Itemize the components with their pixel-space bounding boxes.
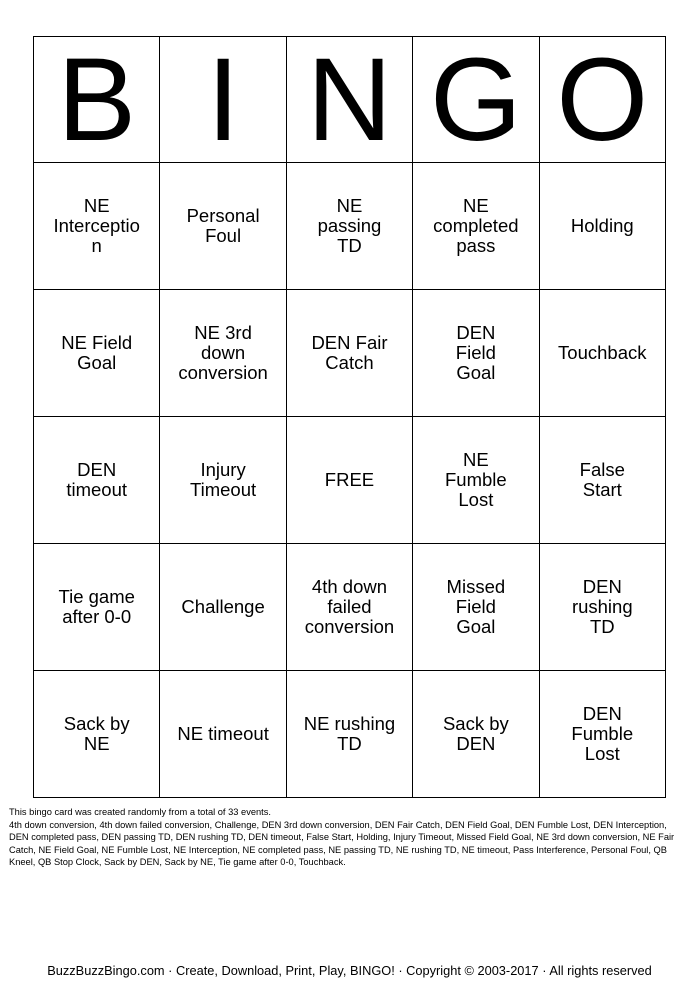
header-letter-b: B	[34, 37, 160, 163]
bingo-cell	[34, 671, 160, 798]
bingo-cell-text: Touchback	[558, 342, 647, 363]
bingo-cell	[34, 544, 160, 671]
bingo-cell-text: Missed Field Goal	[446, 576, 506, 637]
bingo-cell-text: NE completed pass	[433, 195, 519, 256]
bingo-cell-text: DEN Fumble Lost	[571, 703, 634, 764]
bingo-row	[34, 671, 666, 798]
bingo-cell-text: DEN rushing TD	[571, 576, 633, 637]
bingo-cell	[539, 671, 665, 798]
bingo-cell-text: NE rushing TD	[303, 713, 396, 754]
bingo-cell	[413, 290, 539, 417]
header-letter-g: G	[413, 37, 539, 163]
bingo-cell-text: 4th down failed conversion	[304, 576, 395, 637]
bingo-row	[34, 163, 666, 290]
bingo-cell-text: Challenge	[181, 596, 265, 617]
bingo-cell	[413, 544, 539, 671]
bingo-cell	[539, 163, 665, 290]
bingo-cell	[413, 163, 539, 290]
bingo-cell	[539, 290, 665, 417]
bingo-cell	[413, 417, 539, 544]
bingo-cell	[160, 417, 286, 544]
bingo-cell	[160, 163, 286, 290]
bingo-cell-text: NE Fumble Lost	[445, 449, 507, 510]
footnote-events-list: 4th down conversion, 4th down failed conversion, Challenge, DEN 3rd down conversion, DEN Fair Catch, DEN Field Goal, DEN Fumble Lost, DEN Interception, DEN completed pass, DEN passing TD, DEN rushing TD, DEN timeout, False Start, Holding, Injury Timeout, Missed Field Goal, NE 3rd down conversion, NE Fair Catch, NE Field Goal, NE Fumble Lost, NE Interception, NE completed pass, NE passing TD, NE rushing TD, NE timeout, Pass Interference, Personal Foul, QB Kneel, QB Stop Clock, Sack by DEN, Sack by NE, Tie game after 0-0, Touchback.	[9, 819, 675, 867]
bingo-cell	[539, 417, 665, 544]
header-letter-o: O	[539, 37, 665, 163]
bingo-cell-text: False Start	[579, 459, 625, 500]
bingo-cell	[539, 544, 665, 671]
bingo-cell	[413, 671, 539, 798]
bingo-cell-text: NE timeout	[177, 723, 269, 744]
bingo-cell-text: Sack by DEN	[442, 713, 509, 754]
bingo-cell-text: DEN Field Goal	[455, 322, 496, 383]
bingo-cell	[160, 290, 286, 417]
card-footnote	[9, 806, 689, 869]
bingo-cell	[34, 290, 160, 417]
bingo-row	[34, 544, 666, 671]
bingo-cell	[160, 671, 286, 798]
site-footer: BuzzBuzzBingo.com · Create, Download, Print, Play, BINGO! · Copyright © 2003-2017 · All rights reserved	[47, 963, 652, 978]
bingo-cell-text: NE Field Goal	[61, 332, 133, 373]
bingo-cell-text: DEN timeout	[66, 459, 128, 500]
footnote-summary: This bingo card was created randomly from a total of 33 events.	[9, 807, 271, 817]
bingo-cell	[34, 163, 160, 290]
bingo-cell-text: Tie game after 0-0	[58, 586, 135, 627]
bingo-cell	[286, 544, 412, 671]
bingo-cell	[286, 163, 412, 290]
header-letter-n: N	[286, 37, 412, 163]
bingo-cell-text: Injury Timeout	[190, 459, 257, 500]
bingo-cell-text: NE Interception	[53, 195, 140, 256]
bingo-card	[33, 36, 666, 798]
bingo-row	[34, 290, 666, 417]
bingo-cell-text: Holding	[570, 215, 634, 236]
bingo-cell	[286, 417, 412, 544]
bingo-cell-text: NE passing TD	[317, 195, 382, 256]
bingo-row	[34, 417, 666, 544]
bingo-cell-text: Sack by NE	[63, 713, 130, 754]
bingo-cell-text: FREE	[324, 469, 375, 490]
bingo-cell	[34, 417, 160, 544]
header-letter-i: I	[160, 37, 286, 163]
bingo-header-row	[34, 37, 666, 163]
bingo-cell-text: DEN Fair Catch	[311, 332, 388, 373]
bingo-cell-text: Personal Foul	[186, 205, 260, 246]
bingo-cell	[160, 544, 286, 671]
bingo-cell	[286, 671, 412, 798]
bingo-cell-text: NE 3rd down conversion	[178, 322, 268, 383]
bingo-cell	[286, 290, 412, 417]
